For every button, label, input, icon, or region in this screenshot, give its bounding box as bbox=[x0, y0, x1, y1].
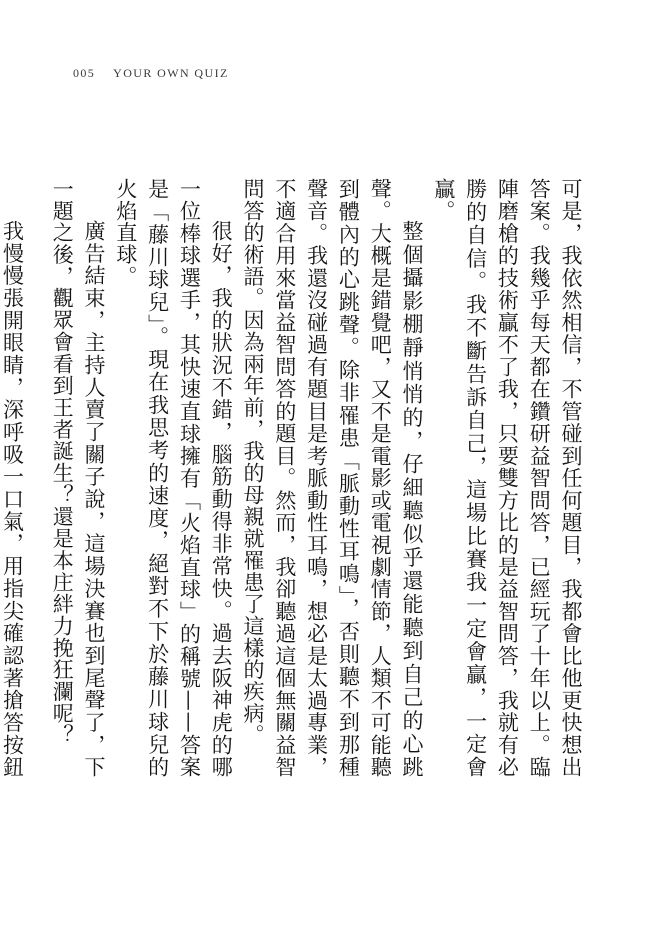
running-header bbox=[73, 66, 229, 81]
page-number: 005 bbox=[73, 66, 96, 80]
paragraph-4: 廣告結束，主持人賣了關子說，這場決賽也到尾聲了，下一題之後，觀眾會看到王者誕生？還是本庄絆力挽狂瀾呢？ bbox=[50, 178, 107, 778]
paragraph-3: 很好，我的狀況不錯，腦筋動得非常快。過去阪神虎的哪一位棒球選手，其快速直球擁有「火焰直球」的稱號——答案是「藤川球兒」。現在我思考的速度，絕對不下於藤川球兒的火焰直球。 bbox=[113, 178, 234, 778]
vertical-body-text bbox=[0, 178, 586, 778]
paragraph-1: 可是，我依然相信，不管碰到任何題目，我都會比他更快想出答案。我幾乎每天都在鑽研益智問答，已經玩了十年以上。臨陣磨槍的技術贏不了我，只要雙方比的是益智問答，我就有必勝的自信。我不斷告訴自己，這場比賽我一定會贏，一定會贏。 bbox=[431, 178, 583, 778]
paragraph-5: 我慢慢張開眼睛，深呼吸一口氣，用指尖確認著搶答按鈕 bbox=[0, 220, 25, 778]
book-title: YOUR OWN QUIZ bbox=[113, 66, 229, 80]
paragraph-2: 整個攝影棚靜悄悄的，仔細聽似乎還能聽到自己的心跳聲。大概是錯覺吧，又不是電影或電視劇情節，人類不可能聽到體內的心跳聲。除非罹患「脈動性耳鳴」，否則聽不到那種聲音。我還沒碰過有題目是考脈動性耳鳴，想必是太過專業，不適合用來當益智問答的題目。然而，我卻聽過這個無關益智問答的術語。因為兩年前，我的母親就罹患了這樣的疾病。 bbox=[241, 178, 425, 778]
